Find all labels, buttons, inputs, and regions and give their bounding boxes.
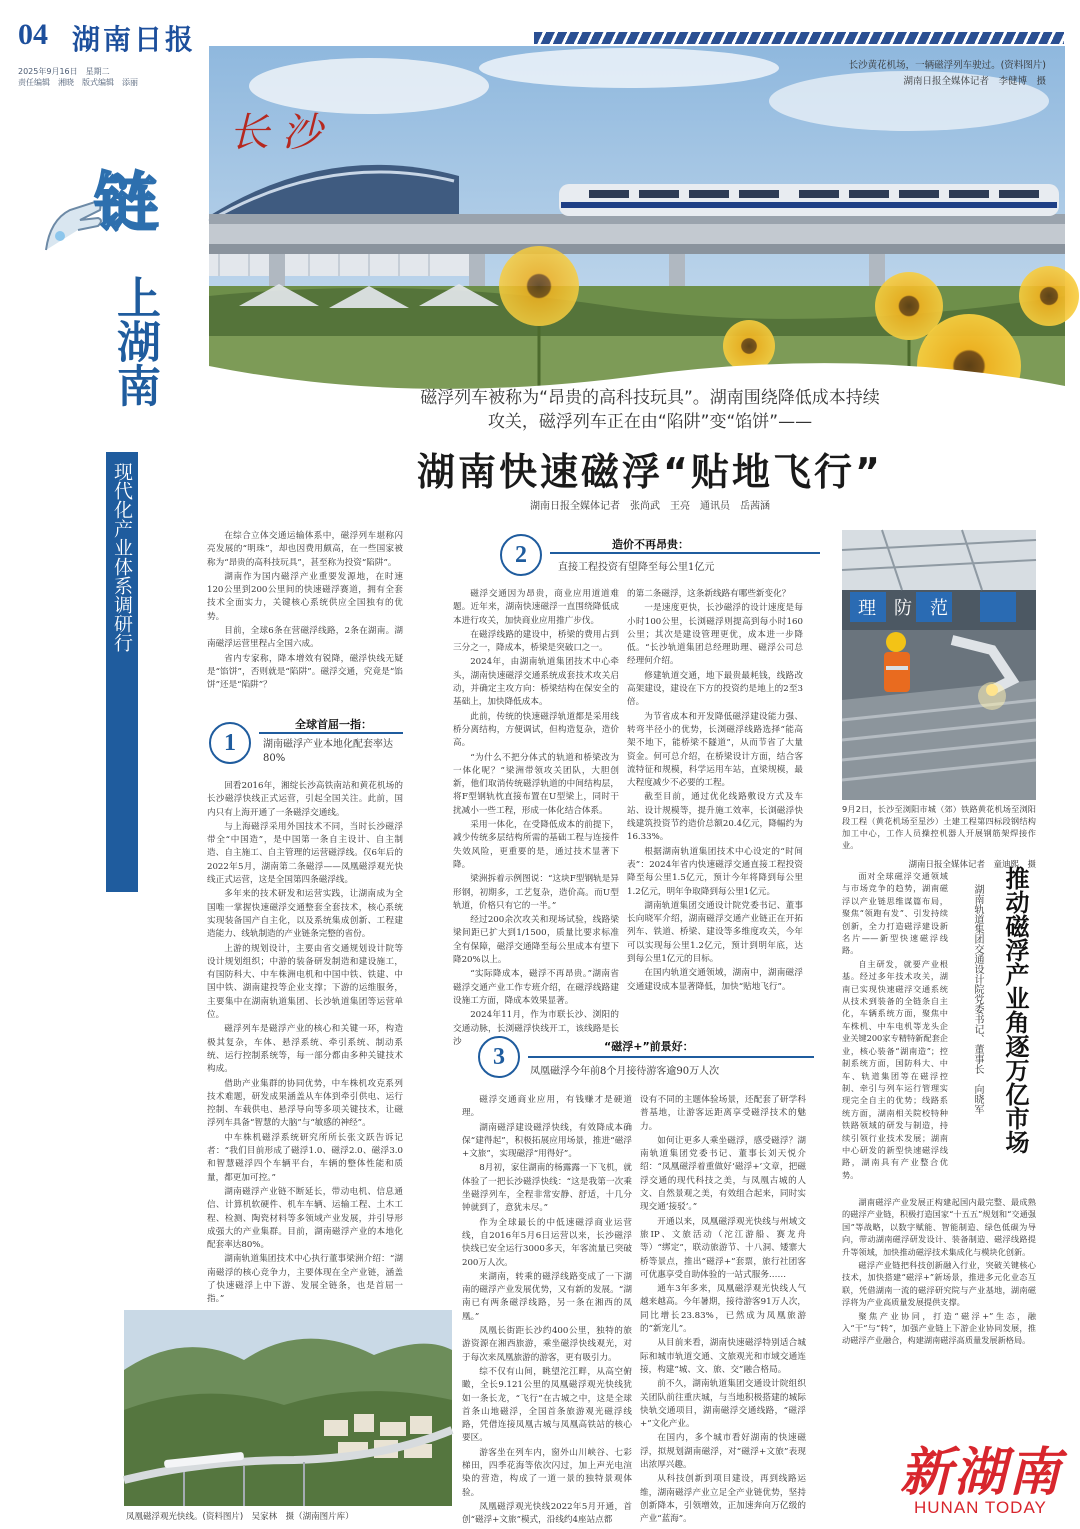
interview-body-bottom	[842, 1196, 1036, 1430]
body-paragraph: 来湖南，转乘的磁浮线路变成了一下湖南的磁浮产业发展优势，又有新的发展。“湖南已有两条磁浮线路，另一条在湘西的凤凰。”	[462, 1271, 632, 1322]
factory-photo	[842, 530, 1036, 800]
body-paragraph: 中车株机磁浮系统研究所所长张文跃告诉记者：“我们目前形成了磁浮1.0、磁浮2.0、磁浮3.0和智慧磁浮四个车辆平台，车辆的整体性能和质量，都更加可控。”	[207, 1132, 403, 1183]
issue-date: 2025年9月16日 星期二	[18, 67, 110, 76]
interview-headline: 推动磁浮产业角逐万亿市场	[1001, 866, 1029, 1154]
section-2-rule	[550, 552, 820, 554]
body-paragraph: 磁浮交通商业应用，有钱赚才是硬道理。	[462, 1095, 632, 1119]
column-sidebar	[40, 140, 170, 880]
masthead-stripe	[534, 32, 1064, 44]
body-paragraph: 经过200余次攻关和现场试验，线路梁梁间距已扩大到1/1500，质量比要求标准全有保障，磁浮交通降至每公里成本有望下降20%以上。	[453, 915, 619, 966]
hunan-today-logo	[900, 1430, 1070, 1525]
body-paragraph: 多年来的技术研发和运营实践，让湖南成为全国唯一掌握快速磁浮交通整套全套技术，核心系统实现装备国产自主化，以及系统集成创新、工程建造能力、线轨制造的产业链条完整的省份。	[207, 889, 403, 940]
body-paragraph: 2024年，由湖南轨道集团技术中心牵头，湖南快速磁浮交通系统成套技术攻关启动，并确定主攻方向：桥梁结构在保安全的基础上，加快降低成本。	[453, 657, 619, 708]
factory-sign: 理 防 范	[858, 598, 948, 619]
logo-english: HUNAN TODAY	[914, 1498, 1047, 1517]
section-1-head	[207, 712, 403, 770]
intro-paragraph: 目前，全球6条在营磁浮线路，2条在湖南。湖南磁浮运营里程占全国六成。	[207, 626, 403, 650]
intro-paragraph: 省内专家称，降本增效有锐降，磁浮快线无疑是“馅饼”，否则就是“陷阱”。磁浮交通，究竟是“馅饼”还是“陷阱”？	[207, 653, 403, 691]
body-paragraph: 与上海磁浮采用外国技术不同，当时长沙磁浮带全“中国造”，是中国第一条自主设计、自主制造、自主施工、自主管理的运营磁浮线。仅6年后的2022年5月，湖南第二条磁浮——凤凰磁浮观光快线正式运营，这是全国第四条磁浮线。	[207, 821, 403, 886]
paper-name: 湖南日报	[72, 23, 197, 56]
body-paragraph: 在国内，多个城市看好湖南的快速磁浮，拟规划湖南磁浮，对“磁浮+文旅”表现出浓厚兴趣。	[640, 1433, 806, 1471]
body-paragraph: 开通以来，凤凰磁浮观光快线与州域文旅IP、文旅活动（沱江游船、赛龙舟等）“绑定”，联动旅游节、十八洞、矮寨大桥等景点，推出“磁浮+”套票，旅行社团客可优惠享受自助体验的一站式服务……	[640, 1216, 806, 1280]
section-3-head	[478, 1030, 818, 1084]
body-paragraph: 8月初，家住湖南的杨露露一下飞机，就体验了一把长沙磁浮快线：“这是我第一次乘坐磁浮列车，全程非常安静、舒适，十几分钟就到了，意犹未尽。”	[462, 1163, 632, 1214]
photo-credit-author: 湖南日报全媒体记者 李健博 摄	[903, 76, 1046, 87]
body-paragraph: 一是速度更快，长沙磁浮的设计速度是每小时100公里，长浏磁浮则提高到每小时160公里；其次是建设管理更优，成本进一步降低。“长沙轨道集团总经理助理、磁浮公司总经理何介绍。	[627, 603, 803, 667]
fenghuang-caption: 凤凰磁浮观光快线。(资料图片) 吴家林 摄（湖南图片库）	[126, 1512, 354, 1522]
column-vertical-title: 上湖南	[109, 275, 160, 407]
section-2-title: 造价不再昂贵：	[612, 538, 689, 551]
section-2-head	[500, 530, 825, 578]
body-paragraph: 采用一体化，在受降低成本的前提下，减少传统多层结构所需的基础工程与连接件失效风险，更重要的是，通过技术显著下降。	[453, 820, 619, 870]
deck: 磁浮列车被称为“昂贵的高科技玩具”。湖南围绕降低成本持续攻关，磁浮列车正在由“陷阱”变“馅饼”——	[420, 388, 880, 432]
section-1-rule	[259, 732, 403, 734]
photo-credit-top	[849, 58, 1046, 90]
byline: 湖南日报全媒体记者 张尚武 王亮 通讯员 岳茜涵	[530, 501, 770, 512]
section-1-body	[207, 780, 403, 1305]
interview-paragraph: 聚焦产业协同，打造“磁浮+”生态，融入“干”与“转”，加强产业链上下游企业协同发展，推动磁浮产业融合，构建湖南磁浮高质量发展新格局。	[842, 1310, 1036, 1346]
body-paragraph: 上游的规划设计，主要由省交通规划设计院等设计规划组织；中游的装备研发制造和建设施工，有国防科大、中车株洲电机和中国中铁、铁建、中国中铁、湖南建投等企业支撑；下游的运维服务，主要集中在湖南轨道集团、长沙轨道集团等运营单位。	[207, 943, 403, 1021]
airport-sign: 长 沙	[229, 110, 322, 156]
body-paragraph: 此前，传统的快速磁浮轨道都是采用线桥分离结构，方便调试，但构造复杂，造价高。	[453, 711, 619, 749]
section-1-title: 全球首屈一指：	[295, 718, 372, 731]
interview-subhead: 湖南轨道集团交通设计院党委书记、董事长 向晓军	[972, 884, 983, 1114]
body-paragraph: 回看2016年，湘绽长沙高铁南站和黄花机场的长沙磁浮快线正式运营，引起全国关注。此前，国内只有上海开通了一条磁浮交通线。	[207, 781, 403, 818]
body-paragraph: 前不久，湖南轨道集团交通设计院组织关团队前往重庆城，与当地积极搭建的城际快轨交通项目，湖南磁浮交通线路，“磁浮+”文化产业。	[640, 1379, 806, 1430]
editor-line: 责任编辑 湘晓 版式编辑 添丽	[18, 78, 138, 87]
section-2-subtitle: 直接工程投资有望降至每公里1亿元	[558, 562, 715, 573]
section-3-number: 3	[478, 1036, 520, 1078]
body-paragraph: 设有不同的主题体验场景，还配套了研学科普基地，让游客远距离享受磁浮技术的魅力。	[640, 1095, 806, 1132]
body-paragraph: 在磁浮线路的建设中，桥梁的费用占到三分之一，降成本，桥梁是突破口之一。	[453, 629, 619, 654]
section-1-subtitle: 湖南磁浮产业本地化配套率达80%	[263, 739, 393, 764]
body-paragraph: 在国内轨道交通领域，湖南中，湖南磁浮交通建设成本显著降低，加快“贴地飞行”。	[627, 968, 803, 992]
interview-paragraph: 湖南磁浮产业发展正构建起国内最完整、最成熟的磁浮产业链，积极打造国家“十五五”规划和“交通强国”等战略，以数字赋能、智能制造、绿色低碳为导向，带动湖南磁浮研发设计、装备制造、磁浮线路提升等领域，加快推动磁浮技术集成化与模块化创新。	[842, 1197, 1036, 1257]
body-paragraph: 磁浮列车是磁浮产业的核心和关键一环，构造极其复杂，车体、悬浮系统、牵引系统、制动系统、运行控制系统等，每一部分都由多种关键技术构成。	[207, 1024, 403, 1075]
section-2-number: 2	[500, 534, 542, 576]
body-paragraph: 从目前来看，湖南快速磁浮特别适合城际和城市轨道交通、文旅观光和市域交通连接，构建“城、文、旅、交”融合格局。	[640, 1338, 806, 1375]
section-2-col-2	[627, 588, 803, 996]
logo-chinese: 新湖南	[900, 1443, 1063, 1503]
interview-paragraph: 磁浮产业链把科技创新融入行业，突破关键核心技术，加快搭建“磁浮+”新场景，推进多元化业态互联，凭借湖南一流的磁浮研究院与产业基地，湖南磁浮将为产业高质量发展提供支撑。	[842, 1260, 1036, 1308]
body-paragraph: 凤凰长街距长沙约400公里，独特的旅游资源在湘西旅游，乘坐磁浮快线观光，对于每次来凤凰旅游的游客，更有吸引力。	[462, 1326, 632, 1363]
body-paragraph: 游客坐在列车内，窗外山川峡谷、七彩梯田，四季花海等依次闪过，加上声光电渲染的营造，构成了一道一景的独特景观体验。	[462, 1447, 632, 1498]
body-paragraph: 为节省成本和开发降低磁浮建设能力强、转弯半径小的优势，长浏磁浮线路选择“能高架不地下，能桥梁不隧道”，从而节省了大量资金。何可总介绍，在桥梁设计方面，结合客流特征和规模，科学运用车站，直梁规模，最大程度减少不必要的工程。	[627, 711, 803, 789]
section-3-col-1	[462, 1094, 632, 1526]
fenghuang-photo	[124, 1310, 452, 1506]
body-paragraph: 如何让更多人乘坐磁浮，感受磁浮？湖南轨道集团党委书记、董事长刘天悦介绍：“凤凰磁浮着重做好‘磁浮+’文章，把磁浮交通的现代科技之美，与凤凰古城的人文、自然景观之美，有效组合起来，同时实现交通‘接驳’。”	[640, 1135, 806, 1213]
hardhat-icon	[886, 632, 906, 652]
body-paragraph: “实际降成本，磁浮不再昂贵。”湖南省磁浮交通产业工作专班介绍，在磁浮线路建设施工方面，降成本效果显著。	[453, 969, 619, 1006]
page-number: 04	[18, 18, 48, 51]
body-paragraph: 作为全球最长的中低速磁浮商业运营线，自2016年5月6日运营以来，长沙磁浮快线已安全运行3000多天，年客流量已突破200万人次。	[462, 1217, 632, 1268]
interview-paragraph: 面对全球磁浮交通领域与市场竞争的趋势，湖南磁浮以产业链思维谋篇布局，聚焦“领跑有发”、引发持续创新，全力打造磁浮建设新名片——新型快速磁浮线路。	[842, 871, 948, 956]
body-paragraph: 2024年11月，作为市联长沙、浏阳的交通动脉，长浏磁浮快线开工，该线路是长沙	[453, 1010, 619, 1047]
column-logo	[40, 140, 170, 270]
body-paragraph: 磁浮交通因为昂贵，商业应用道道难题。近年来，湖南快速磁浮一直围绕降低成本进行攻关，加快商业应用推广步伐。	[453, 589, 619, 626]
body-paragraph: 湖南轨道集团交通设计院党委书记、董事长向晓军介绍，湖南磁浮交通产业链正在开拓列车、铁道、桥梁、建设等多维度攻关，今年可以实现每公里1.2亿元，预计到明年底，达到每公里1亿元的目标。	[627, 900, 803, 965]
body-paragraph: 凤凰磁浮观光快线2022年5月开通，首创“磁浮+文旅”模式，沿线约4座站点都	[462, 1501, 632, 1526]
column-tag: 现代化产业体系调研行	[106, 452, 138, 892]
headline: 湖南快速磁浮“贴地飞行”	[417, 450, 883, 494]
interview-paragraph: 自主研发，就要产业根基。经过多年技术攻关，湖南已实现快速磁浮交通系统从技术到装备的全链条自主化，车辆系统方面，聚焦中车株机、中车电机等龙头企业关键200家专精特新配套企业，核心装备“湖南造”；控制系统方面，国防科大、中车、轨道集团等在磁浮控制、牵引与列车运行管理实现完全自主的优势；线路系统方面，湖南相关院校特种铁路领域的研发与制造，持续引领行业技术发展；湖南中心研发的新型快速磁浮线路，湖南具有产业整合优势。	[842, 958, 948, 1180]
factory-credit: 湖南日报全媒体记者 童迪熙 摄	[908, 860, 1036, 870]
body-paragraph: 梁洲拆着示例图说：“这块F型钢轨是异形钢，初期多，工艺复杂，造价高。而U型轨道，价格只有它的一半。”	[453, 874, 619, 911]
photo-credit-caption: 长沙黄花机场，一辆磁浮列车驶过。(资料图片)	[848, 60, 1046, 71]
section-2-col-1	[453, 588, 619, 1047]
body-paragraph: “为什么不把分体式的轨道和桥梁改为一体化呢？”梁洲带领攻关团队，大胆创新，他们取消传统磁浮轨道的中间结构层，将F型钢轨枕直接布置在U型梁上，同时干扰减小一些工程，形成一体化结合体系。	[453, 752, 619, 816]
body-paragraph: 通车3年多来，凤凰磁浮观光快线人气越来越高。今年暑期，接待游客91万人次，同比增长23.83%，已然成为凤凰旅游的“新宠儿”。	[640, 1284, 806, 1335]
section-1-number: 1	[209, 722, 251, 764]
body-paragraph: 从科技创新到项目建设，再到线路运维，湖南磁浮产业立足全产业链优势，坚持创新降本，引领增效，正加速奔向万亿级的产业“蓝海”。	[640, 1474, 806, 1525]
body-paragraph: 湖南磁浮产业链不断延长，带动电机、信息通信、计算机软硬件、机车车辆、运输工程、土木工程、检测、陶瓷材料等多领域产业发展，并引导形成强大的产业集群。目前，湖南磁浮产业的本地化配套率达80%。	[207, 1186, 403, 1251]
column-big-char: 链	[94, 167, 158, 241]
factory-caption: 9月2日，长沙至浏阳市城（郊）铁路黄花机场至浏阳段工程（黄花机场至星沙）土建工程第四标段钢结构加工中心，工作人员操控机器人开展钢筋架焊接作业。	[842, 804, 1036, 850]
body-paragraph: 根据湖南轨道集团技术中心设定的“时间表”：2024年省内快速磁浮交通直接工程投资降至每公里1.5亿元，预计今年将降到每公里1.2亿元，明年争取降到每公里1亿元。	[627, 846, 803, 897]
body-paragraph: 湖南磁浮建设磁浮快线，有效降成本确保“建得起”，积极拓展应用场景，推进“磁浮+文旅”，实现磁浮“用得好”。	[462, 1122, 632, 1160]
section-3-subtitle: 凤凰磁浮今年前8个月接待游客逾90万人次	[530, 1066, 720, 1077]
body-paragraph: 综不仅有山间，眺望沱江畔，从高空俯瞰，全长9.121公里的凤凰磁浮观光快线犹如一条长龙，“飞行”在古城之中，这是全球首条山地磁浮，全国首条旅游观光磁浮线路，凭借连接凤凰古城与凤凰高铁站的核心要区。	[462, 1366, 632, 1444]
intro-column	[207, 530, 403, 700]
intro-paragraph: 在综合立体交通运输体系中，磁浮列车堪称闪亮发展的“明珠”，却也因费用颇高，在一些国家被称为“昂贵的高科技玩具”，甚至称为投资“陷阱”。	[207, 531, 403, 568]
body-paragraph: 湖南轨道集团技术中心执行董事梁洲介绍：“湖南磁浮的核心竞争力，主要体现在全产业链，涵盖了快速磁浮上中下游、发展全链条，也是首屈一指。”	[207, 1254, 403, 1305]
section-3-rule	[528, 1056, 814, 1058]
section-3-title: “磁浮+”前景好：	[604, 1040, 694, 1053]
section-3-col-2	[640, 1094, 806, 1525]
body-paragraph: 修建轨道交通，地下最贵最耗钱，线路改高架建设，建设在下方的投资约是地上的2至3倍。	[627, 670, 803, 708]
body-paragraph: 借助产业集群的协同优势，中车株机攻克系列技术难题，研发成果涵盖从车体到牵引供电、运行控制、车载供电、悬浮导向等多项关键技术，让磁浮列车具备“智慧的大脑”与“敏感的神经”。	[207, 1078, 403, 1129]
body-paragraph: 截至目前，通过优化线路敷设方式及车站、设计规模等，提升施工效率，长浏磁浮快线建筑投资节约造价总额20.4亿元，降幅约为16.33%。	[627, 792, 803, 843]
intro-paragraph: 湖南作为国内磁浮产业重要发源地，在时速120公里到200公里间的快速磁浮赛道，拥有全套技术全面实力，关键核心系统供应全国独有的优势。	[207, 571, 403, 622]
interview-body-top	[842, 870, 948, 1190]
body-paragraph: 的第二条磁浮，这条新线路有哪些新变化？	[627, 589, 791, 599]
